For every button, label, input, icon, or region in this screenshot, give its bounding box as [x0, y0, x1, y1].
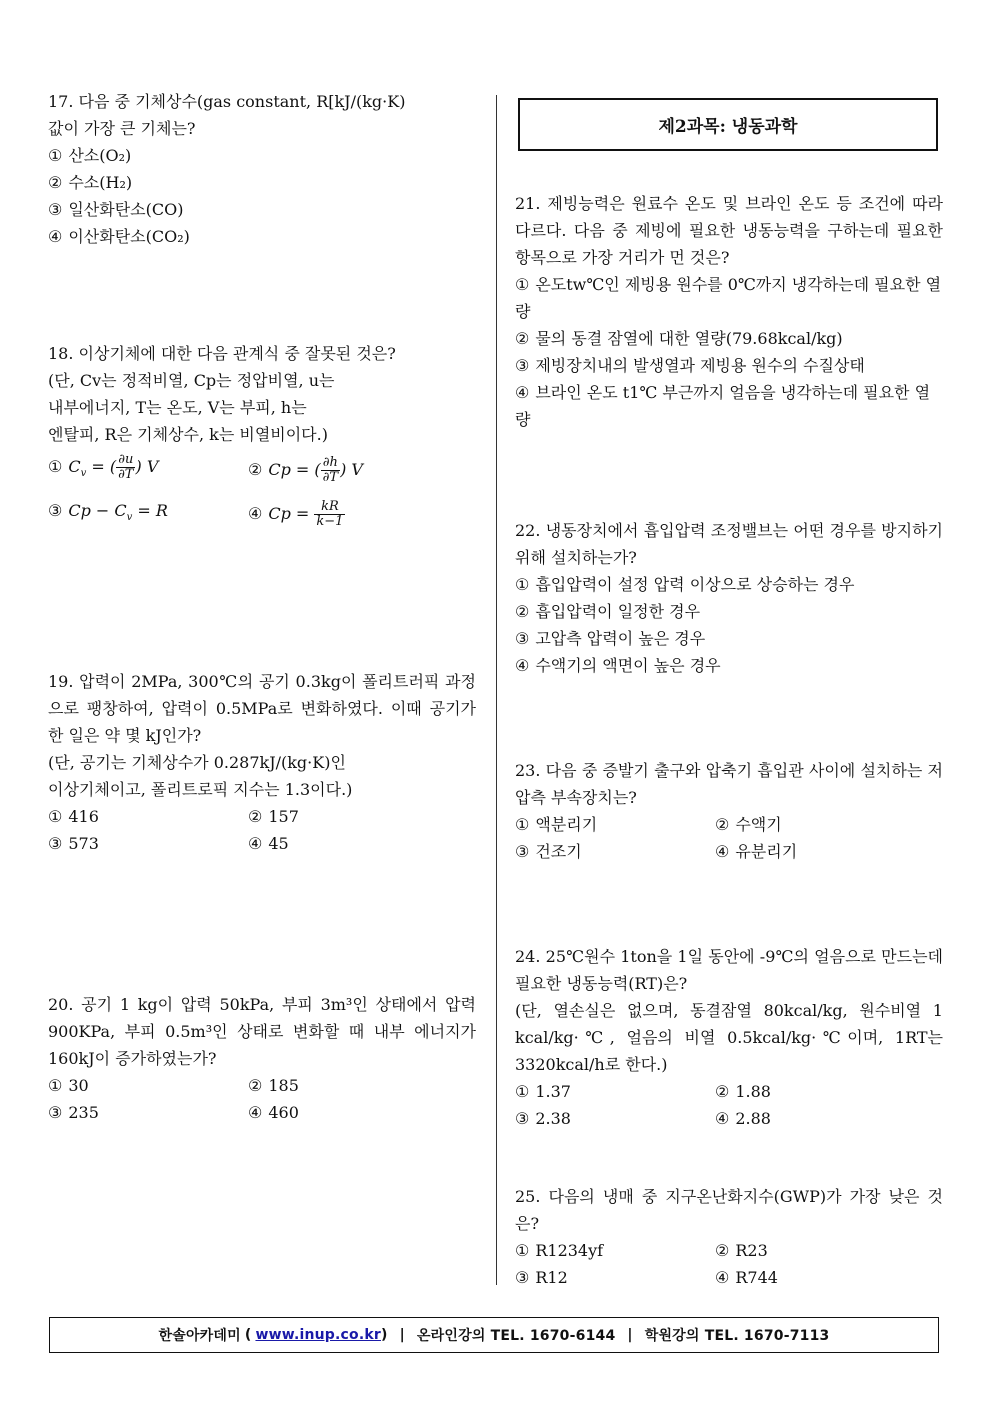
- question-22-option-3[interactable]: ③ 고압측 압력이 높은 경우: [515, 629, 706, 648]
- question-25-stem: 25. 다음의 냉매 중 지구온난화지수(GWP)가 가장 낮은 것은?: [515, 1187, 943, 1233]
- question-19-stem: 19. 압력이 2MPa, 300℃의 공기 0.3kg이 폴리트러픽 과정으로 팽창하여, 압력이 0.5MPa로 변화하였다. 이때 공기가 한 일은 약 몇 kJ인가?: [48, 672, 476, 745]
- question-19-option-2[interactable]: ② 157: [248, 807, 299, 826]
- question-18-option-2[interactable]: ② Cp = ( $\frac{\partial h}{\partial T}$ ) V: [248, 454, 363, 485]
- question-22-option-1[interactable]: ① 흡입압력이 설정 압력 이상으로 상승하는 경우: [515, 575, 855, 594]
- question-23-option-2[interactable]: ② 수액기: [715, 815, 782, 834]
- question-21: [515, 190, 943, 433]
- question-21-option-1[interactable]: ① 온도tw℃인 제빙용 원수를 0℃까지 냉각하는데 필요한 열량: [515, 275, 942, 321]
- question-18-line4: 엔탈피, R은 기체상수, k는 비열비이다.): [48, 425, 328, 444]
- question-24-stem: 24. 25℃원수 1ton을 1일 동안에 -9℃의 얼음으로 만드는데 필요한 냉동능력(RT)은?: [515, 947, 943, 993]
- question-23-option-3[interactable]: ③ 건조기: [515, 842, 582, 861]
- question-17-option-2[interactable]: ② 수소(H₂): [48, 173, 133, 192]
- footer-url-link[interactable]: www.inup.co.kr: [255, 1327, 381, 1343]
- question-22: [515, 517, 943, 679]
- question-21-option-2[interactable]: ② 물의 동결 잠열에 대한 열량(79.68kcal/kg): [515, 329, 843, 348]
- question-23-option-4[interactable]: ④ 유분리기: [715, 842, 798, 861]
- question-24-option-3[interactable]: ③ 2.38: [515, 1109, 571, 1128]
- question-22-option-4[interactable]: ④ 수액기의 액면이 높은 경우: [515, 656, 721, 675]
- question-22-option-2[interactable]: ② 흡입압력이 일정한 경우: [515, 602, 701, 621]
- question-19-note1: (단, 공기는 기체상수가 0.287kJ/(kg·K)인: [48, 753, 346, 772]
- question-20-stem: 20. 공기 1 kg이 압력 50kPa, 부피 3m³인 상태에서 압력 900KPa, 부피 0.5m³인 상태로 변화할 때 내부 에너지가 160kJ이 증가하였는가?: [48, 995, 476, 1068]
- question-24-note: (단, 열손실은 없으며, 동결잠열 80kcal/kg, 원수비열 1 kcal/kg·℃, 얼음의 비열 0.5kcal/kg·℃이며, 1RT는 3320kcal/h로 한다.): [515, 1001, 943, 1074]
- question-25: [515, 1183, 943, 1291]
- question-25-option-4[interactable]: ④ R744: [715, 1268, 778, 1287]
- question-24-option-2[interactable]: ② 1.88: [715, 1082, 771, 1101]
- question-22-stem: 22. 냉동장치에서 흡입압력 조정밸브는 어떤 경우를 방지하기 위해 설치하는가?: [515, 521, 943, 567]
- question-19-note2: 이상기체이고, 폴리트로픽 지수는 1.3이다.): [48, 780, 353, 799]
- column-divider: [496, 95, 497, 1285]
- question-17-option-1[interactable]: ① 산소(O₂): [48, 146, 132, 165]
- question-20: [48, 991, 476, 1126]
- question-17-option-4[interactable]: ④ 이산화탄소(CO₂): [48, 227, 190, 246]
- question-25-option-3[interactable]: ③ R12: [515, 1268, 568, 1287]
- question-18-option-1[interactable]: ① $C_v$ = ( $\frac{\partial u}{\partial T}$ ) V: [48, 451, 159, 482]
- question-19-option-1[interactable]: ① 416: [48, 807, 99, 826]
- question-25-option-2[interactable]: ② R23: [715, 1241, 768, 1260]
- question-17-line1: 17. 다음 중 기체상수(gas constant, R[kJ/(kg·K): [48, 92, 406, 111]
- question-21-stem: 21. 제빙능력은 원료수 온도 및 브라인 온도 등 조건에 따라 다르다. 다음 중 제빙에 필요한 냉동능력을 구하는데 필요한 항목으로 가장 거리가 먼 것은?: [515, 194, 943, 267]
- question-20-option-2[interactable]: ② 185: [248, 1076, 299, 1095]
- question-24: [515, 943, 943, 1132]
- question-19-option-4[interactable]: ④ 45: [248, 834, 289, 853]
- footer-online-phone: 온라인강의 TEL. 1670-6144: [416, 1328, 616, 1344]
- question-23-stem: 23. 다음 중 증발기 출구와 압축기 흡입관 사이에 설치하는 저압측 부속장치는?: [515, 761, 943, 807]
- question-19: [48, 668, 476, 857]
- question-18-line3: 내부에너지, T는 온도, V는 부피, h는: [48, 398, 307, 417]
- question-25-option-1[interactable]: ① R1234yf: [515, 1241, 604, 1260]
- question-21-option-4[interactable]: ④ 브라인 온도 t1℃ 부근까지 얼음을 냉각하는데 필요한 열량: [515, 383, 931, 429]
- question-20-option-3[interactable]: ③ 235: [48, 1103, 99, 1122]
- question-18-option-4[interactable]: ④ Cp = $\frac{kR}{k-1}$: [248, 498, 344, 529]
- subject-title: 제2과목: 냉동과학: [518, 98, 938, 151]
- question-18-option-3[interactable]: ③ $Cp - C_v = R$: [48, 500, 168, 524]
- question-18-line1: 18. 이상기체에 대한 다음 관계식 중 잘못된 것은?: [48, 344, 396, 363]
- question-24-option-1[interactable]: ① 1.37: [515, 1082, 571, 1101]
- question-20-option-1[interactable]: ① 30: [48, 1076, 89, 1095]
- footer-offline-phone: 학원강의 TEL. 1670-7113: [644, 1328, 830, 1344]
- question-24-option-4[interactable]: ④ 2.88: [715, 1109, 771, 1128]
- question-18: [48, 340, 476, 536]
- question-19-option-3[interactable]: ③ 573: [48, 834, 99, 853]
- question-17: [48, 88, 476, 250]
- question-20-option-4[interactable]: ④ 460: [248, 1103, 299, 1122]
- question-17-line2: 값이 가장 큰 기체는?: [48, 119, 196, 138]
- question-23-option-1[interactable]: ① 액분리기: [515, 815, 598, 834]
- footer-bar: 한솔아카데미 ( www.inup.co.kr ) | 온라인강의 TEL. 1670-6144 | 학원강의 TEL. 1670-7113: [49, 1317, 939, 1353]
- question-23: [515, 757, 943, 865]
- footer-academy: 한솔아카데미: [158, 1328, 241, 1344]
- question-18-line2: (단, Cv는 정적비열, Cp는 정압비열, u는: [48, 371, 335, 390]
- question-17-option-3[interactable]: ③ 일산화탄소(CO): [48, 200, 184, 219]
- question-21-option-3[interactable]: ③ 제빙장치내의 발생열과 제빙용 원수의 수질상태: [515, 356, 865, 375]
